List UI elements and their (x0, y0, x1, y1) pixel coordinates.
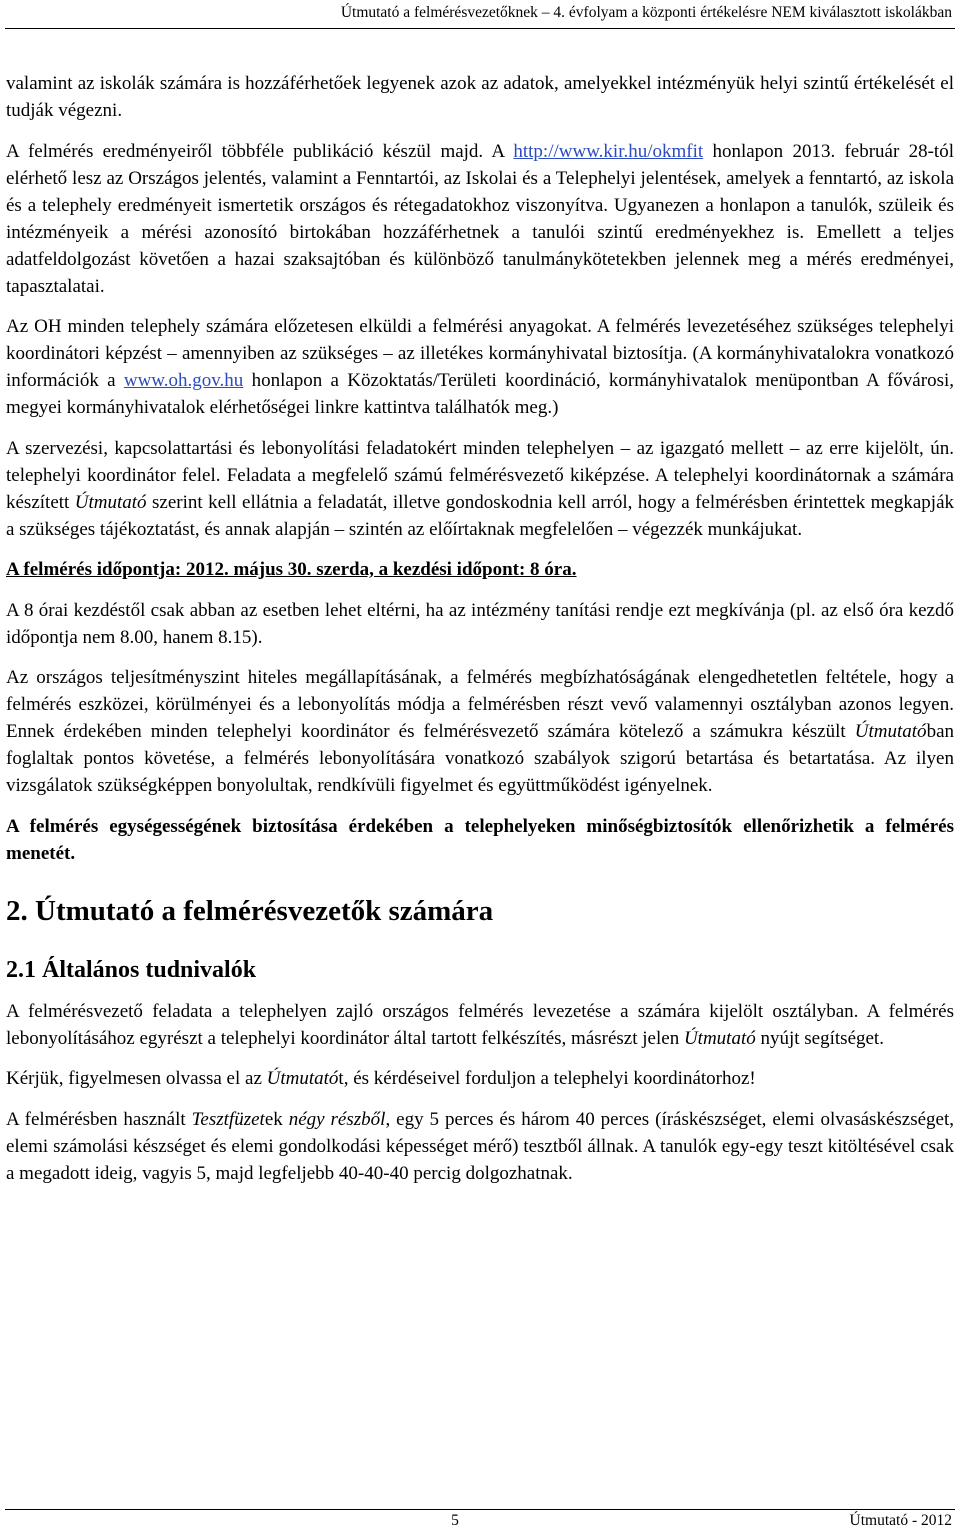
text: Kérjük, figyelmesen olvassa el az (6, 1068, 267, 1089)
text: szerint kell ellátnia a feladatát, illetve gondoskodnia kell arról, hogy a felmérésben érintettek megkapják a szükséges tájékoztatást, és annak alapján – szintén az előírtaknak megfelelően – végezzék munkájukat. (6, 491, 954, 540)
emphasis: Útmutató (74, 491, 147, 513)
emphasis: Tesztfüzet (191, 1108, 265, 1130)
text: , egy 5 perces és három 40 perces (íráskészséget, elemi olvasáskészséget, elemi számolási készséget és elemi gondolkodási képességet mérő) tesztből állnak. A tanulók egy-egy teszt kitöltésével csak a megadott ideig, vagyis 5, majd legfeljebb 40-40-40 percig dolgozhatnak. (6, 1108, 955, 1184)
text: nyújt segítséget. (755, 1027, 884, 1049)
header-divider (5, 28, 955, 29)
document-body (6, 70, 954, 1200)
paragraph: valamint az iskolák számára is hozzáférhetőek legyenek azok az adatok, amelyekkel intézményük helyi szintű értékelését el tudják végezni. (6, 73, 954, 121)
emphasis: Útmutató (854, 721, 927, 742)
paragraph-start-time: A 8 órai kezdéstől csak abban az esetben lehet eltérni, ha az intézmény tanítási rendje ezt megkívánja (pl. az első óra kezdő időpontja nem 8.00, hanem 8.15). (6, 599, 954, 648)
text: Az országos teljesítményszint hiteles megállapításának, a felmérés megbízhatóságának elengedhetetlen feltétele, hogy a felmérés eszközei, körülményei és a lebonyolítás módja a felmérésben részt vevő valamennyi osztályban azonos legyen. Ennek érdekében minden telephelyi koordinátor és felmérésvezető számára kötelező a számukra készült (6, 667, 954, 742)
subsection-title: 2.1 Általános tudnivalók (6, 956, 257, 983)
text: A felmérés eredményeiről többféle publikáció készül majd. A (6, 140, 514, 162)
emphasis: Útmutató (266, 1068, 339, 1089)
text: ek (264, 1108, 289, 1130)
paragraph-reliability (6, 664, 954, 799)
paragraph-test-booklet (6, 1106, 954, 1187)
footer-divider (5, 1509, 955, 1510)
page-number: 5 (451, 1512, 459, 1529)
text: Az OH minden telephely számára előzetesen elküldi a felmérési anyagokat. A felmérés levezetéséhez szükséges telephelyi koordinátori képzést – amennyiben az szükséges – az illetékes kormányhivatal biztosítja. (A kormányhivatalokra vonatkozó információk a (6, 316, 954, 391)
section-title: 2. Útmutató a felmérésvezetők számára (6, 894, 494, 927)
paragraph-task (6, 998, 954, 1052)
footer-doc-label: Útmutató - 2012 (849, 1512, 952, 1529)
paragraph-quality-assurance: A felmérés egységességének biztosítása érdekében a telephelyeken minőségbiztosítók ellenőrizhetik a felmérés menetét. (6, 815, 954, 864)
emphasis: négy részből (288, 1108, 386, 1130)
text: A felmérésben használt (6, 1108, 192, 1130)
paragraph-materials (6, 313, 954, 421)
text: t, és kérdéseivel forduljon a telephelyi koordinátorhoz! (338, 1068, 756, 1089)
date-line: A felmérés időpontja: 2012. május 30. szerda, a kezdési időpont: 8 óra. (6, 559, 577, 580)
text: honlapon 2013. február 28-tól elérhető lesz az Országos jelentés, valamint a Fenntartói, az Iskolai és a Telephelyi jelentések, amelyek a fenntartó, az iskola és a telephely eredményeit ismertetik országos és rétegadatokhoz viszonyítva. Ugyanezen a honlapon a tanulók, szüleik és intézményeik a mérési azonosító birtokában hozzáférhetnek a tanulói szintű eredményekhez is. Emellett a teljes adatfeldolgozást követően a hazai szaksajtóban és különböző tanulmánykötetekben jelennek meg a mérés eredményei, tapasztalatai. (6, 140, 954, 297)
kir-link[interactable]: http://www.kir.hu/okmfit (513, 140, 704, 162)
paragraph-coordinator (6, 435, 954, 543)
text: A szervezési, kapcsolattartási és lebonyolítási feladatokért minden telephelyen – az igazgató mellett – az erre kijelölt, ún. telephelyi koordinátor felel. Feladata a megfelelő számú felmérésvezető kiképzése. A telephelyi koordinátornak a számára készített (6, 437, 954, 513)
paragraph-publications (6, 138, 954, 300)
text: A felmérésvezető feladata a telephelyen zajló országos felmérés levezetése a számára kijelölt osztályban. A felmérés lebonyolításához egyrészt a telephelyi koordinátor által tartott felkészítés, másrészt jelen (6, 1000, 954, 1049)
running-header: Útmutató a felmérésvezetőknek – 4. évfolyam a központi értékelésre NEM kiválasztott iskolákban (340, 4, 952, 21)
paragraph-request (6, 1065, 954, 1092)
text: honlapon a Közoktatás/Területi koordináció, kormányhivatalok menüpontban A fővárosi, megyei kormányhivatalok elérhetőségei linkre kattintva találhatók meg.) (6, 370, 954, 418)
text: ban foglaltak pontos követése, a felmérés lebonyolítására vonatkozó szabályok szigorú betartása és betartatása. Az ilyen vizsgálatok szükségképpen bonyolultak, rendkívüli figyelmet és együttműködést igényelnek. (6, 721, 954, 796)
emphasis: Útmutató (683, 1027, 756, 1049)
oh-gov-link[interactable]: www.oh.gov.hu (123, 370, 244, 391)
